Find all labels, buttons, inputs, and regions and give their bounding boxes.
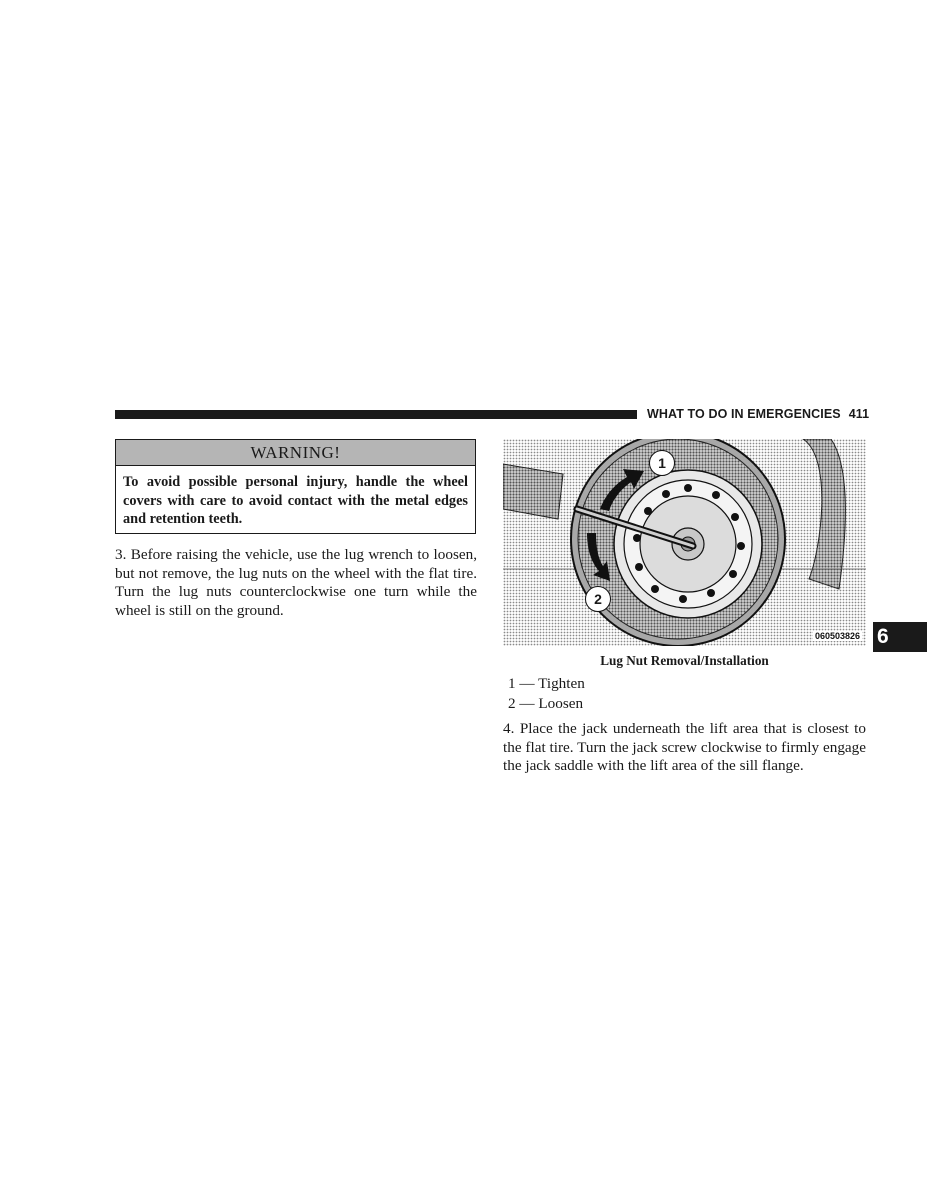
callout-1: 1 bbox=[649, 450, 675, 476]
warning-box bbox=[115, 439, 476, 534]
running-header bbox=[647, 407, 869, 421]
legend-item-loosen: 2 — Loosen bbox=[508, 695, 584, 712]
chapter-tab: 6 bbox=[873, 622, 927, 652]
legend-item-tighten: 1 — Tighten bbox=[508, 675, 585, 692]
step-4-paragraph: 4. Place the jack underneath the lift area that is closest to the flat tire. Turn the jack screw clockwise to firmly engage the jack saddle with the lift area of the sill flange. bbox=[503, 720, 866, 774]
lug-nut-illustration bbox=[503, 439, 866, 646]
figure-code: 060503826 bbox=[814, 631, 860, 641]
warning-body: To avoid possible personal injury, handle the wheel covers with care to avoid contact with the metal edges and retention teeth. bbox=[123, 474, 468, 527]
header-rule bbox=[115, 410, 637, 419]
section-title: WHAT TO DO IN EMERGENCIES bbox=[647, 407, 841, 421]
wheel-drawing bbox=[503, 439, 866, 646]
step-3-paragraph: 3. Before raising the vehicle, use the lug wrench to loosen, but not remove, the lug nuts on the wheel with the flat tire. Turn the lug nuts counterclockwise one turn while the wheel is still on the ground. bbox=[115, 546, 477, 619]
figure-caption: Lug Nut Removal/Installation bbox=[600, 653, 769, 668]
warning-title: WARNING! bbox=[116, 440, 475, 466]
page-number: 411 bbox=[848, 407, 870, 421]
callout-2: 2 bbox=[585, 586, 611, 612]
